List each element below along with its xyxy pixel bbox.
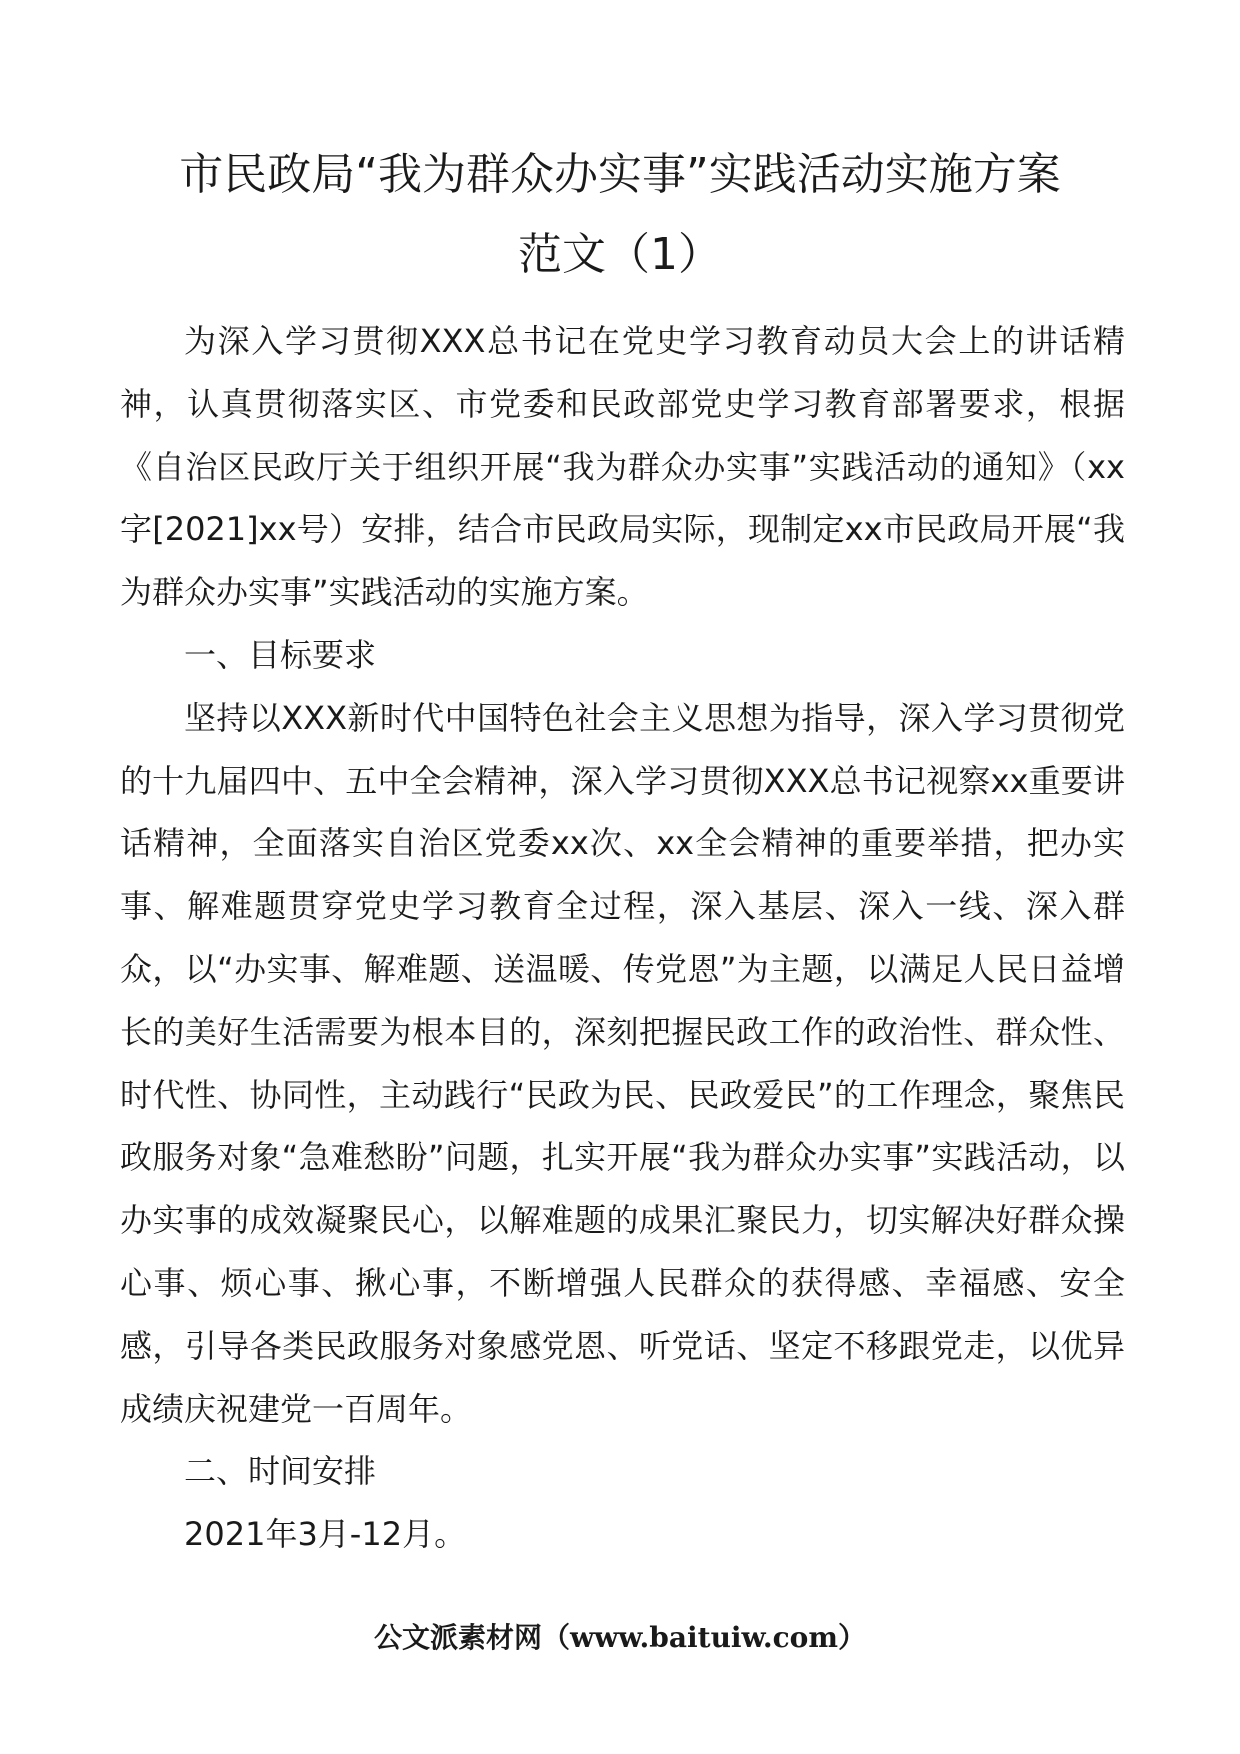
section-heading-goals: 一、目标要求 (184, 635, 377, 674)
document-title-line-1: 市民政局“我为群众办实事”实践活动实施方案 (179, 149, 1061, 200)
document-body (120, 310, 1125, 1566)
intro-paragraph: 为深入学习贯彻XXX总书记在党史学习教育动员大会上的讲话精神，认真贯彻落实区、市党委和民政部党史学习教育部署要求，根据《自治区民政厅关于组织开展“我为群众办实事”实践活动的通知》（xx字[2021]xx号）安排，结合市民政局实际，现制定xx市民政局开展“我为群众办实事”实践活动的实施方案。 (120, 322, 1125, 612)
document-title-line-2: 范文（1） (518, 229, 722, 280)
schedule-paragraph: 2021年3月-12月。 (184, 1515, 467, 1554)
goals-paragraph: 坚持以XXX新时代中国特色社会主义思想为指导，深入学习贯彻党的十九届四中、五中全会精神，深入学习贯彻XXX总书记视察xx重要讲话精神，全面落实自治区党委xx次、xx全会精神的重要举措，把办实事、解难题贯穿党史学习教育全过程，深入基层、深入一线、深入群众，以“办实事、解难题、送温暖、传党恩”为主题，以满足人民日益增长的美好生活需要为根本目的，深刻把握民政工作的政治性、群众性、时代性、协同性，主动践行“民政为民、民政爱民”的工作理念，聚焦民政服务对象“急难愁盼”问题，扎实开展“我为群众办实事”实践活动，以办实事的成效凝聚民心，以解难题的成果汇聚民力，切实解决好群众操心事、烦心事、揪心事，不断增强人民群众的获得感、幸福感、安全感，引导各类民政服务对象感党恩、听党话、坚定不移跟党走，以优异成绩庆祝建党一百周年。 (120, 698, 1125, 1428)
source-footer: 公文派素材网（www.baituiw.com） (374, 1621, 866, 1654)
section-heading-schedule: 二、时间安排 (184, 1452, 377, 1491)
